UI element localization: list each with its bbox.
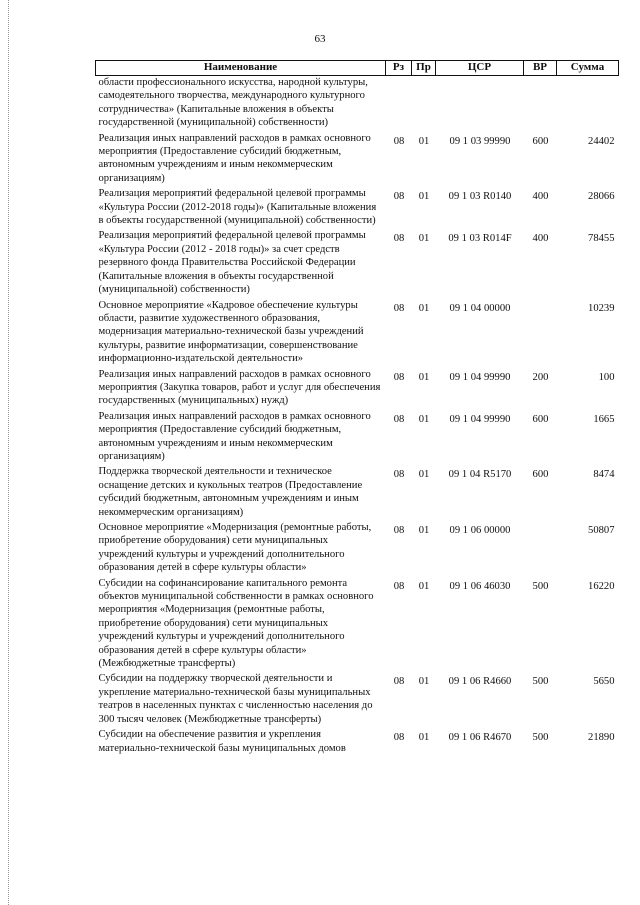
cell-vr: 600 bbox=[532, 135, 549, 147]
cell-name: Субсидии на софинансирование капитального ремонта объектов муниципальной собственности в рамках основного мероприятия «Модернизация (ремонтные работы, приобретение оборудования) сети муниципальных учреждений культуры и учреждений дополнительного образования детей в сфере культуры области» (Межбюджетные трансферты) bbox=[98, 577, 374, 670]
cell-csr: 09 1 03 99990 bbox=[449, 135, 511, 147]
cell-sum: 16220 bbox=[588, 580, 615, 592]
cell-csr: 09 1 04 99990 bbox=[449, 371, 511, 383]
table-row bbox=[96, 132, 619, 188]
cell-vr bbox=[524, 521, 557, 577]
cell-rz: 08 bbox=[393, 413, 405, 425]
cell-csr: 09 1 06 R4670 bbox=[448, 732, 512, 744]
cell-name: Реализация мероприятий федеральной целевой программы «Культура России (2012 - 2018 годы)» за счет средств резервного фонда Правительства Российской Федерации (Капитальные вложения в объекты государственной (муниципальной) собственности) bbox=[98, 230, 366, 296]
cell-vr: 600 bbox=[532, 413, 549, 425]
cell-rz: 08 bbox=[393, 469, 405, 481]
header-vr: ВР bbox=[524, 61, 557, 76]
header-csr: ЦСР bbox=[436, 61, 524, 76]
table-row bbox=[96, 577, 619, 673]
cell-vr bbox=[524, 76, 557, 132]
cell-sum: 24402 bbox=[588, 135, 615, 147]
table-row bbox=[96, 728, 619, 757]
header-pr: Пр bbox=[412, 61, 436, 76]
table-row bbox=[96, 465, 619, 521]
cell-name: Основное мероприятие «Модернизация (ремонтные работы, приобретение оборудования) сети муниципальных учреждений культуры и учреждений дополнительного образования детей в сфере культуры области» bbox=[98, 522, 372, 574]
header-name: Наименование bbox=[96, 61, 386, 76]
cell-name: Субсидии на обеспечение развития и укрепления материально-технической базы муниципальных домов bbox=[98, 729, 346, 754]
cell-pr: 01 bbox=[418, 135, 430, 147]
cell-name: Поддержка творческой деятельности и техническое оснащение детских и кукольных театров (Предоставление субсидий бюджетным, автономным учреждениям и иным некоммерческим организациям) bbox=[98, 466, 363, 518]
cell-rz bbox=[386, 76, 412, 132]
cell-vr: 500 bbox=[532, 580, 549, 592]
cell-pr bbox=[412, 76, 436, 132]
table-row bbox=[96, 76, 619, 132]
cell-vr: 200 bbox=[532, 371, 549, 383]
cell-pr: 01 bbox=[418, 371, 430, 383]
cell-vr: 600 bbox=[532, 469, 549, 481]
cell-pr: 01 bbox=[418, 469, 430, 481]
cell-pr: 01 bbox=[418, 580, 430, 592]
cell-csr: 09 1 06 00000 bbox=[449, 525, 511, 536]
table-row bbox=[96, 229, 619, 298]
cell-sum: 50807 bbox=[588, 525, 615, 536]
cell-vr: 400 bbox=[532, 233, 549, 245]
cell-rz: 08 bbox=[393, 676, 405, 688]
cell-sum: 78455 bbox=[588, 233, 615, 245]
table-header-row bbox=[96, 61, 619, 76]
cell-vr: 500 bbox=[532, 732, 549, 744]
cell-rz: 08 bbox=[393, 580, 405, 592]
cell-pr: 01 bbox=[418, 413, 430, 425]
cell-csr: 09 1 04 00000 bbox=[449, 302, 511, 314]
cell-rz: 08 bbox=[393, 302, 405, 314]
cell-csr: 09 1 03 R014F bbox=[448, 233, 512, 245]
table-row bbox=[96, 410, 619, 466]
table-row bbox=[96, 368, 619, 410]
table-row bbox=[96, 187, 619, 229]
scan-margin-line bbox=[8, 0, 10, 905]
cell-rz: 08 bbox=[393, 135, 405, 147]
cell-csr: 09 1 03 R0140 bbox=[448, 191, 512, 203]
cell-vr: 500 bbox=[532, 676, 549, 688]
cell-rz: 08 bbox=[393, 233, 405, 245]
cell-pr: 01 bbox=[418, 233, 430, 245]
cell-csr: 09 1 06 R4660 bbox=[448, 676, 512, 688]
table-row bbox=[96, 299, 619, 368]
cell-sum: 5650 bbox=[593, 676, 615, 688]
cell-name: Реализация иных направлений расходов в рамках основного мероприятия (Предоставление субсидий бюджетным, автономным учреждениям и иным некоммерческим организациям) bbox=[98, 132, 371, 184]
cell-sum bbox=[557, 76, 619, 132]
cell-name: Реализация иных направлений расходов в рамках основного мероприятия (Закупка товаров, работ и услуг для обеспечения государственных (муниципальных) нужд) bbox=[98, 368, 381, 407]
cell-rz: 08 bbox=[393, 191, 405, 203]
cell-sum: 100 bbox=[598, 371, 615, 383]
cell-pr: 01 bbox=[418, 732, 430, 744]
cell-csr: 09 1 06 46030 bbox=[449, 580, 511, 592]
cell-vr bbox=[524, 299, 557, 368]
table-row bbox=[96, 521, 619, 577]
cell-name: Реализация мероприятий федеральной целевой программы «Культура России (2012-2018 годы)» (Капитальные вложения в объекты государственной (муниципальной) собственности) bbox=[98, 188, 377, 227]
cell-sum: 1665 bbox=[593, 413, 615, 425]
cell-name: области профессионального искусства, народной культуры, самодеятельного творчества, международного культурного сотрудничества» (Капитальные вложения в объекты государственной (муниципальной) собственности) bbox=[98, 77, 368, 129]
cell-rz: 08 bbox=[393, 371, 405, 383]
cell-pr: 01 bbox=[418, 676, 430, 688]
budget-table bbox=[95, 60, 619, 757]
cell-csr bbox=[436, 76, 524, 132]
header-sum: Сумма bbox=[557, 61, 619, 76]
cell-pr: 01 bbox=[418, 191, 430, 203]
cell-csr: 09 1 04 99990 bbox=[449, 413, 511, 425]
cell-sum: 28066 bbox=[588, 191, 615, 203]
cell-name: Реализация иных направлений расходов в рамках основного мероприятия (Предоставление субсидий бюджетным, автономным учреждениям и иным некоммерческим организациям) bbox=[98, 410, 371, 462]
page-number: 63 bbox=[314, 33, 326, 45]
table-row bbox=[96, 672, 619, 728]
cell-rz: 08 bbox=[393, 525, 405, 536]
cell-pr: 01 bbox=[418, 302, 430, 314]
cell-csr: 09 1 04 R5170 bbox=[448, 469, 512, 481]
header-rz: Рз bbox=[386, 61, 412, 76]
cell-vr: 400 bbox=[532, 191, 549, 203]
cell-sum: 10239 bbox=[588, 302, 615, 314]
cell-name: Субсидии на поддержку творческой деятельности и укрепление материально-технической базы муниципальных театров в населенных пунктах с численностью населения до 300 тысяч человек (Межбюджетные трансферты) bbox=[98, 673, 373, 725]
cell-sum: 8474 bbox=[593, 469, 615, 481]
cell-pr: 01 bbox=[418, 525, 430, 536]
cell-rz: 08 bbox=[393, 732, 405, 744]
cell-name: Основное мероприятие «Кадровое обеспечение культуры области, развитие художественного образования, модернизация материально-технической базы учреждений культуры, развитие информатизации, совершенствование информационно-издательской деятельности» bbox=[98, 299, 364, 365]
cell-sum: 21890 bbox=[588, 732, 615, 744]
